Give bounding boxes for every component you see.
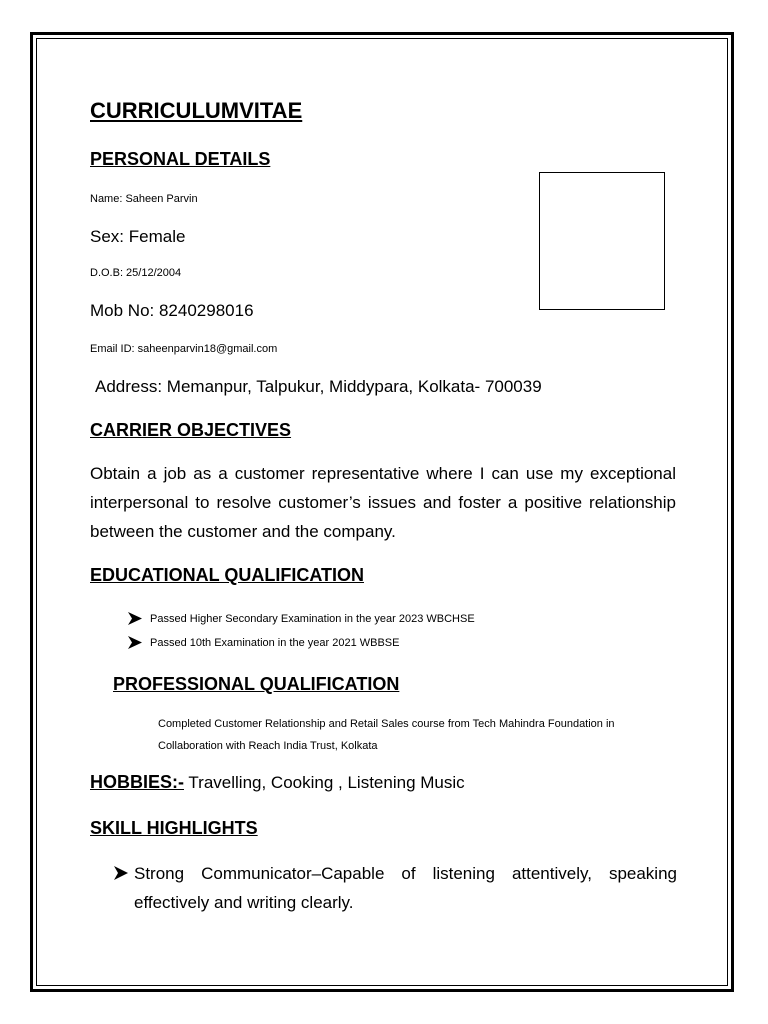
- skills-heading: SKILL HIGHLIGHTS: [90, 818, 258, 838]
- mobile-line: Mob No: 8240298016: [90, 301, 254, 320]
- arrowhead-bullet-icon: [128, 636, 142, 649]
- objectives-text: Obtain a job as a customer representative where I can use my exceptional interpersonal to resolve customer’s issues and foster a positive relationship between the customer and the company.: [90, 464, 676, 541]
- name-line: Name: Saheen Parvin: [90, 193, 198, 205]
- hobbies-line: [90, 772, 465, 793]
- education-heading: EDUCATIONAL QUALIFICATION: [90, 565, 364, 585]
- sex-line: Sex: Female: [90, 227, 186, 246]
- list-item: [128, 607, 688, 631]
- hobbies-label: HOBBIES:-: [90, 772, 184, 792]
- personal-details-heading: PERSONAL DETAILS: [90, 149, 271, 169]
- address-line: Address: Memanpur, Talpukur, Middypara, Kolkata- 700039: [95, 377, 542, 396]
- education-item-2: Passed 10th Examination in the year 2021 WBBSE: [150, 637, 400, 649]
- professional-text: Completed Customer Relationship and Retail Sales course from Tech Mahindra Foundation in Collaboration with Reach India Trust, Kolkata: [158, 718, 615, 752]
- email-line: Email ID: saheenparvin18@gmail.com: [90, 343, 278, 355]
- list-item: [114, 859, 677, 917]
- education-list: [128, 607, 688, 655]
- objectives-heading: CARRIER OBJECTIVES: [90, 420, 292, 440]
- arrowhead-bullet-icon: [114, 866, 128, 880]
- education-item-1: Passed Higher Secondary Examination in the year 2023 WBCHSE: [150, 613, 475, 625]
- document-title: CURRICULUMVITAE: [90, 98, 303, 123]
- professional-heading: PROFESSIONAL QUALIFICATION: [113, 674, 400, 694]
- dob-line: D.O.B: 25/12/2004: [90, 267, 182, 279]
- photo-placeholder: [539, 172, 665, 310]
- list-item: [128, 631, 688, 655]
- skills-list: [114, 859, 677, 917]
- skill-item-1: Strong Communicator–Capable of listening attentively, speaking effectively and writing clearly.: [134, 864, 677, 912]
- arrowhead-bullet-icon: [128, 612, 142, 625]
- hobbies-text: Travelling, Cooking , Listening Music: [184, 773, 465, 792]
